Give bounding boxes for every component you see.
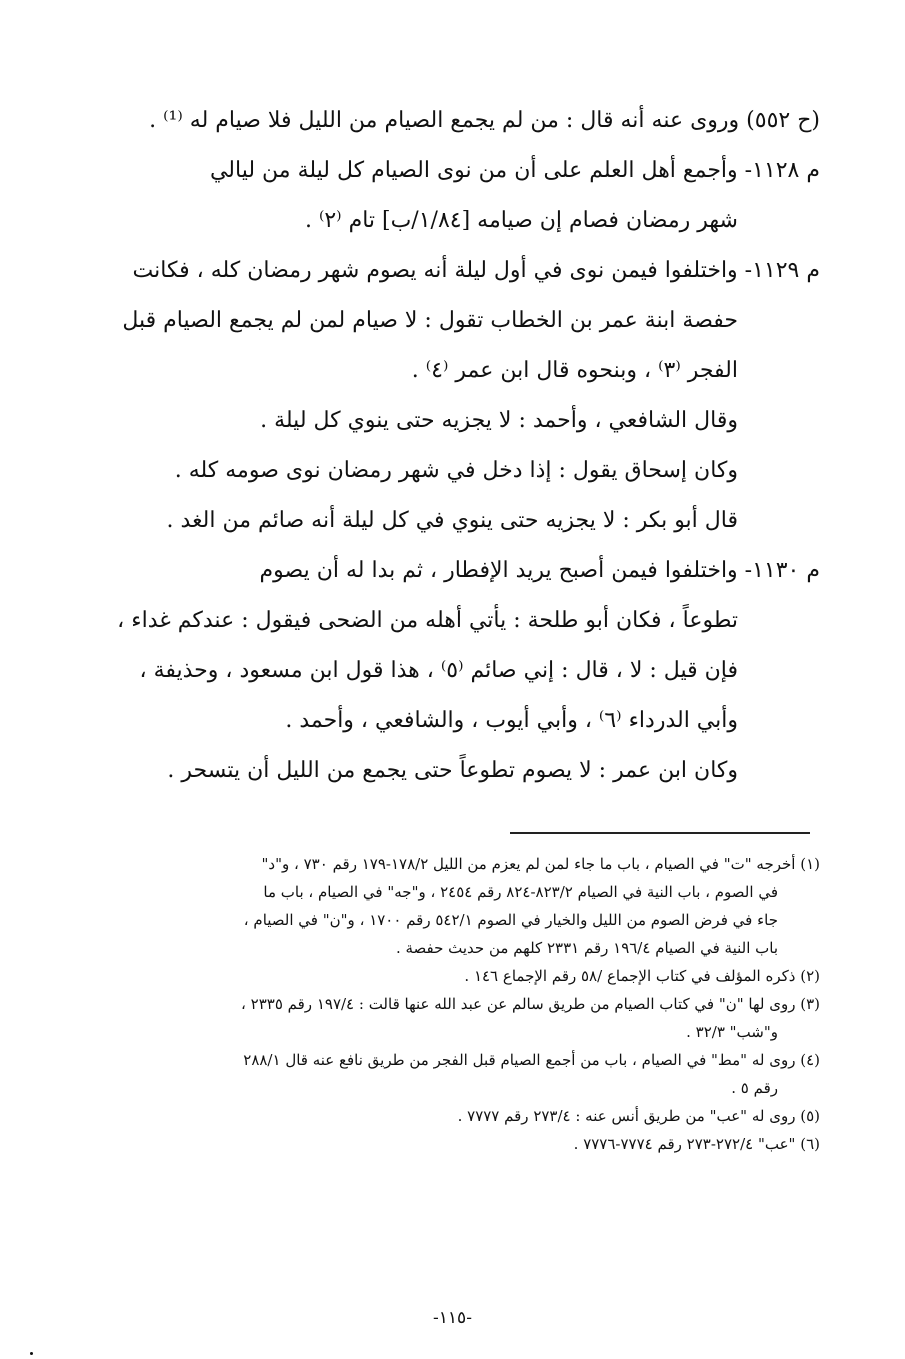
footnote-line: و"شب" ٣٢/٣ . xyxy=(686,1023,778,1041)
text-line: وأبي الدرداء ⁽٦⁾ ، وأبي أيوب ، والشافعي ، وأحمد . xyxy=(285,708,738,733)
text-line: قال أبو بكر : لا يجزيه حتى ينوي في كل ليلة أنه صائم من الغد . xyxy=(166,508,738,533)
text-line: فإن قيل : لا ، قال : إني صائم ⁽٥⁾ ، هذا قول ابن مسعود ، وحذيفة ، xyxy=(139,658,738,683)
text-line: وقال الشافعي ، وأحمد : لا يجزيه حتى ينوي كل ليلة . xyxy=(260,408,738,433)
footnote-line: (٤) روى له "مط" في الصيام ، باب من أجمع الصيام قبل الفجر من طريق نافع عنه قال ٢٨٨/١ xyxy=(243,1051,820,1069)
footnote-divider xyxy=(510,832,810,834)
text-line: م ١١٢٩- واختلفوا فيمن نوى في أول ليلة أنه يصوم شهر رمضان كله ، فكانت xyxy=(132,258,820,283)
footnote-line: (٣) روى لها "ن" في كتاب الصيام من طريق سالم عن عبد الله عنها قالت : ١٩٧/٤ رقم ٢٣٣٥ ، xyxy=(241,995,820,1013)
main-text xyxy=(100,96,820,796)
footnote-line: جاء في فرض الصوم من الليل والخيار في الصوم ٥٤٢/١ رقم ١٧٠٠ ، و"ن" في الصيام ، xyxy=(243,911,778,929)
text-line: م ١١٢٨- وأجمع أهل العلم على أن من نوى الصيام كل ليلة من ليالي xyxy=(209,158,820,183)
footnote-line: (٢) ذكره المؤلف في كتاب الإجماع /٥٨ رقم الإجماع ١٤٦ . xyxy=(464,967,820,985)
text-line: تطوعاً ، فكان أبو طلحة : يأتي أهله من الضحى فيقول : عندكم غداء ، xyxy=(117,608,738,633)
footnote-line: باب النية في الصيام ١٩٦/٤ رقم ٢٣٣١ كلهم من حديث حفصة . xyxy=(395,939,778,957)
footnotes xyxy=(100,850,820,1158)
footnote-line: (٥) روى له "عب" من طريق أنس عنه : ٢٧٣/٤ رقم ٧٧٧٧ . xyxy=(457,1107,820,1125)
footnote-line: رقم ٥ . xyxy=(731,1079,778,1097)
page-number: -١١٥- xyxy=(433,1308,472,1328)
text-line: وكان ابن عمر : لا يصوم تطوعاً حتى يجمع من الليل أن يتسحر . xyxy=(167,758,738,783)
footnote-line: (١) أخرجه "ت" في الصيام ، باب ما جاء لمن لم يعزم من الليل ١٧٨/٢-١٧٩ رقم ٧٣٠ ، و"د" xyxy=(261,855,820,873)
footnote-line: (٦) "عب" ٢٧٢/٤-٢٧٣ رقم ٧٧٧٤-٧٧٧٦ . xyxy=(573,1135,820,1153)
text-line: م ١١٣٠- واختلفوا فيمن أصبح يريد الإفطار ، ثم بدا له أن يصوم xyxy=(259,558,820,583)
text-line: حفصة ابنة عمر بن الخطاب تقول : لا صيام لمن لم يجمع الصيام قبل xyxy=(122,308,738,333)
text-line: الفجر ⁽٣⁾ ، وبنحوه قال ابن عمر ⁽٤⁾ . xyxy=(411,358,738,383)
stray-mark xyxy=(30,1352,33,1355)
text-line: (ح ٥٥٢) وروى عنه أنه قال : من لم يجمع الصيام من الليل فلا صيام له ⁽¹⁾ . xyxy=(149,108,820,133)
text-line: شهر رمضان فصام إن صيامه [١/٨٤/ب] تام ⁽٢⁾ . xyxy=(304,208,738,233)
text-line: وكان إسحاق يقول : إذا دخل في شهر رمضان نوى صومه كله . xyxy=(174,458,738,483)
footnote-line: في الصوم ، باب النية في الصيام ٨٢٣/٢-٨٢٤ رقم ٢٤٥٤ ، و"جه" في الصيام ، باب ما xyxy=(263,883,778,901)
